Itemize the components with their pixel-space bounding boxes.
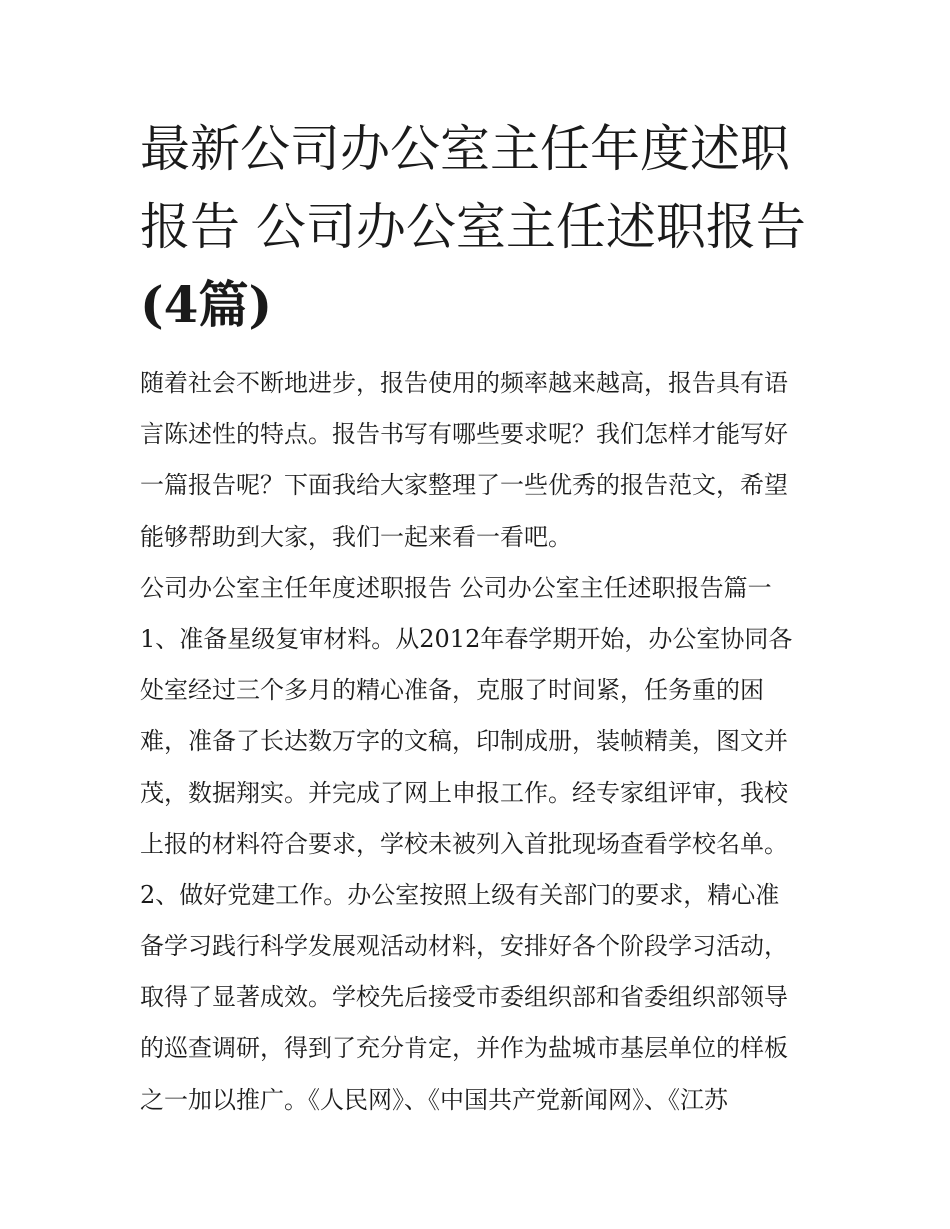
body-line: 处室经过三个多月的精心准备，克服了时间紧，任务重的困: [140, 676, 764, 705]
document-title: [140, 110, 812, 344]
body-line: 茂，数据翔实。并完成了网上申报工作。经专家组评审，我校: [140, 778, 788, 807]
body-line: 言陈述性的特点。报告书写有哪些要求呢？我们怎样才能写好: [140, 420, 788, 449]
body-line: 的巡查调研，得到了充分肯定，并作为盐城市基层单位的样板: [140, 1034, 788, 1063]
body-line: 难，准备了长达数万字的文稿，印制成册，装帧精美，图文并: [140, 727, 788, 756]
title-line-2: 报告 公司办公室主任述职报告: [140, 198, 806, 256]
document-body: [140, 358, 812, 1126]
body-line: 备学习践行科学发展观活动材料，安排好各个阶段学习活动，: [140, 932, 788, 961]
body-line: 能够帮助到大家，我们一起来看一看吧。: [140, 522, 572, 551]
title-line-3: (4篇): [140, 275, 273, 334]
body-line: 随着社会不断地进步，报告使用的频率越来越高，报告具有语: [140, 369, 788, 397]
body-line: 取得了显著成效。学校先后接受市委组织部和省委组织部领导: [140, 983, 788, 1012]
body-line: 2、做好党建工作。办公室按照上级有关部门的要求，精心准: [140, 880, 780, 909]
document-page: [140, 110, 812, 1126]
section-heading: 公司办公室主任年度述职报告 公司办公室主任述职报告篇一: [140, 573, 772, 602]
body-line: 之一加以推广。《人民网》、《中国共产党新闻网》、《江苏: [140, 1085, 728, 1114]
body-line: 上报的材料符合要求，学校未被列入首批现场查看学校名单。: [140, 829, 788, 858]
body-line: 一篇报告呢？下面我给大家整理了一些优秀的报告范文，希望: [140, 471, 788, 500]
body-line: 1、准备星级复审材料。从2012年春学期开始，办公室协同各: [140, 624, 793, 653]
title-line-1: 最新公司办公室主任年度述职: [140, 120, 790, 178]
